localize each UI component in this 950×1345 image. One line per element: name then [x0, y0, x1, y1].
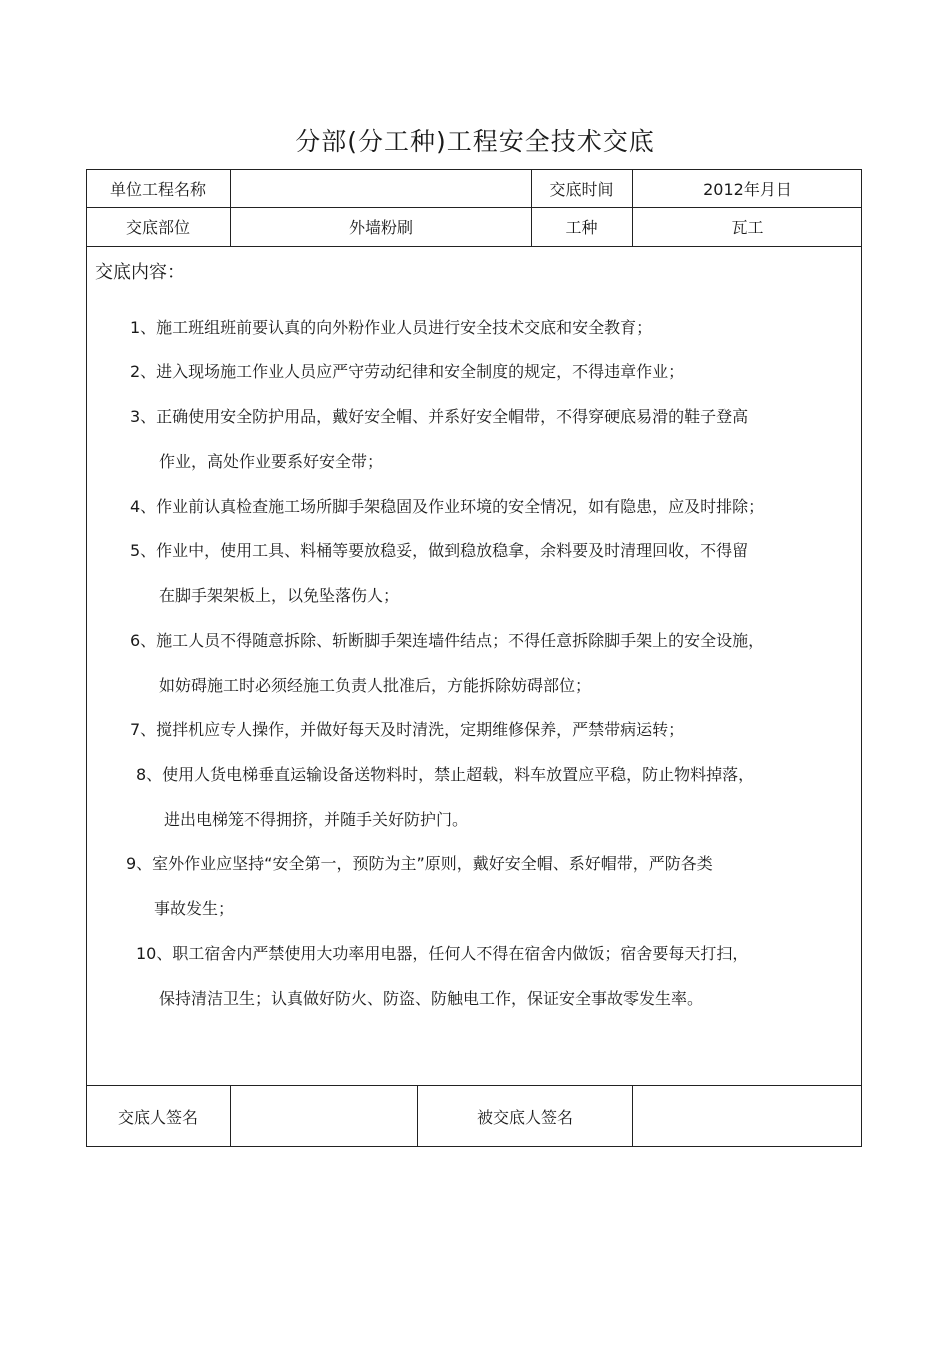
briefer-signature-field[interactable] — [231, 1085, 417, 1147]
briefing-time-label: 交底时间 — [549, 179, 614, 199]
content-line: 2、进入现场施工作业人员应严守劳动纪律和安全制度的规定，不得违章作业； — [130, 362, 685, 381]
unit-project-name-label: 单位工程名称 — [109, 179, 206, 199]
content-line: 8、使用人货电梯垂直运输设备送物料时，禁止超载，料车放置应平稳，防止物料掉落， — [136, 765, 755, 784]
content-line: 保持清洁卫生；认真做好防火、防盗、防触电工作，保证安全事故零发生率。 — [159, 989, 704, 1008]
content-line: 10、职工宿舍内严禁使用大功率用电器，任何人不得在宿舍内做饭；宿舍要每天打扫， — [136, 944, 749, 963]
content-line: 7、搅拌机应专人操作，并做好每天及时清洗，定期维修保养，严禁带病运转； — [130, 720, 685, 739]
row-divider — [86, 246, 862, 247]
content-line: 进出电梯笼不得拥挤，并随手关好防护门。 — [164, 810, 469, 829]
recipient-signature-label: 被交底人签名 — [476, 1107, 573, 1127]
content-line: 作业，高处作业要系好安全带； — [159, 452, 384, 471]
briefing-part-value[interactable]: 外墙粉刷 — [348, 218, 413, 237]
briefer-signature-label: 交底人签名 — [117, 1107, 198, 1127]
trade-label: 工种 — [565, 218, 598, 237]
briefing-part-label: 交底部位 — [125, 218, 190, 237]
recipient-signature-field[interactable] — [633, 1085, 862, 1147]
page-title: 分部(分工种)工程安全技术交底 — [295, 127, 655, 156]
content-line: 5、作业中，使用工具、料桶等要放稳妥，做到稳放稳拿，余料要及时清理回收，不得留 — [130, 541, 749, 560]
content-line: 9、室外作业应坚持“安全第一，预防为主”原则，戴好安全帽、系好帽带，严防各类 — [126, 854, 713, 873]
content-label: 交底内容： — [95, 262, 185, 283]
briefing-time-value[interactable]: 2012年月日 — [703, 179, 792, 199]
content-line: 1、施工班组班前要认真的向外粉作业人员进行安全技术交底和安全教育； — [130, 318, 653, 337]
content-line: 3、正确使用安全防护用品，戴好安全帽、并系好安全帽带，不得穿硬底易滑的鞋子登高 — [130, 407, 749, 426]
content-line: 事故发生； — [154, 899, 235, 918]
trade-value[interactable]: 瓦工 — [731, 218, 764, 237]
content-line: 如妨碍施工时必须经施工负责人批准后，方能拆除妨碍部位； — [159, 676, 592, 695]
unit-project-name-value[interactable] — [231, 169, 531, 207]
content-line: 4、作业前认真检查施工场所脚手架稳固及作业环境的安全情况，如有隐患，应及时排除； — [130, 497, 765, 516]
content-line: 在脚手架架板上，以免坠落伤人； — [159, 586, 400, 605]
content-line: 6、施工人员不得随意拆除、斩断脚手架连墙件结点；不得任意拆除脚手架上的安全设施， — [130, 631, 765, 650]
